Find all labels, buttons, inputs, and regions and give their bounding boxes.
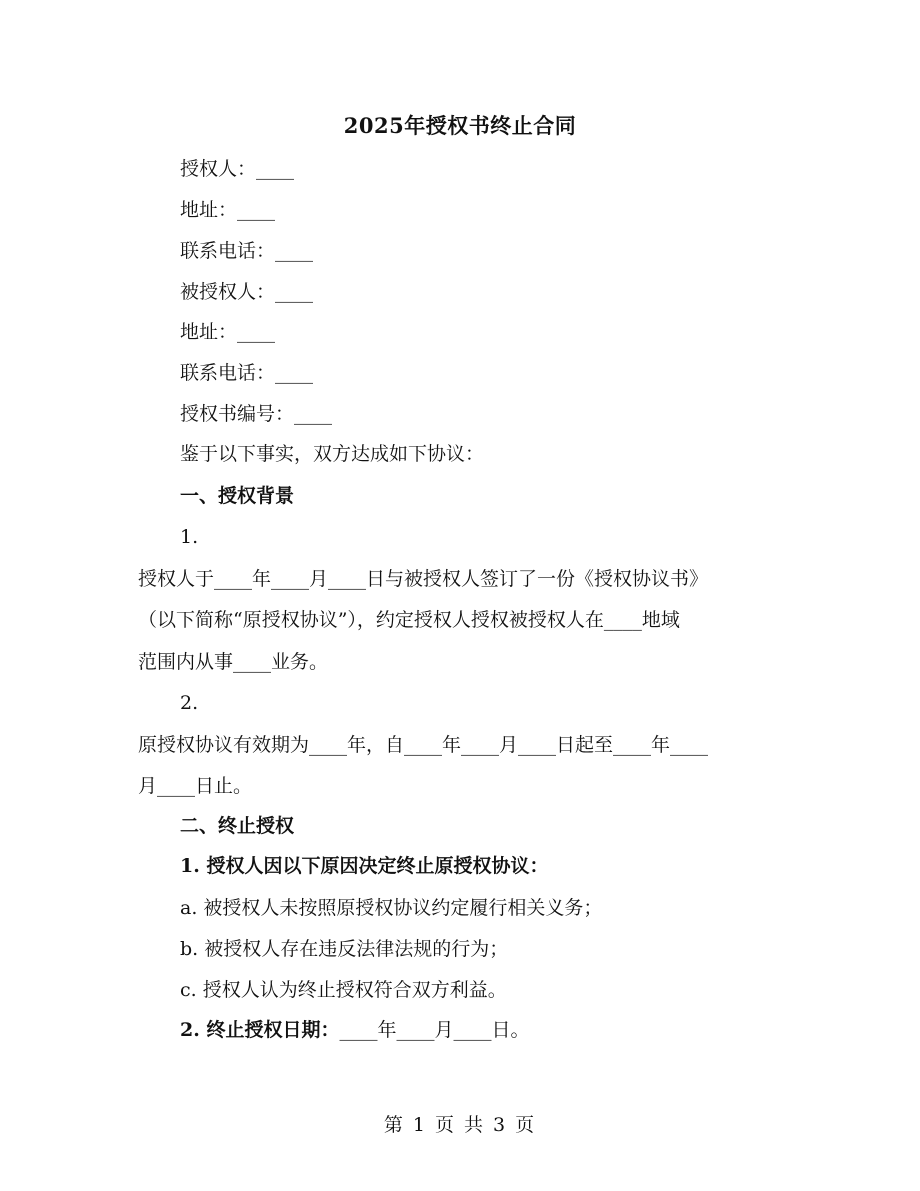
clause-2-text-line-2: 月____日止。: [138, 775, 253, 797]
section-heading-termination: 二、终止授权: [180, 815, 295, 837]
termination-date-line: [180, 1016, 529, 1044]
termination-reasons-heading: 1. 授权人因以下原因决定终止原授权协议：: [180, 855, 549, 877]
grantor-phone-line: 联系电话：____: [180, 240, 314, 262]
grantee-phone-line: 联系电话：____: [180, 362, 314, 384]
termination-date-label: 2. 终止授权日期：: [180, 1019, 340, 1041]
clause-number-2: 2.: [180, 692, 199, 714]
preamble-line: 鉴于以下事实，双方达成如下协议：: [180, 443, 485, 465]
grantee-address-line: 地址：____: [180, 321, 276, 343]
clause-1-text-line-3: 范围内从事____业务。: [138, 651, 329, 673]
clause-1-text-line-1: 授权人于____年____月____日与被授权人签订了一份《授权协议书》: [138, 568, 709, 590]
clause-1-text-line-2: （以下简称“原授权协议”），约定授权人授权被授权人在____地域: [138, 609, 680, 631]
page-footer: 第 1 页 共 3 页: [383, 1114, 537, 1136]
reason-a: a. 被授权人未按照原授权协议约定履行相关义务；: [180, 897, 603, 919]
reason-c: c. 授权人认为终止授权符合双方利益。: [180, 979, 507, 1001]
termination-date-value: ____年____月____日。: [339, 1019, 530, 1041]
reason-b: b. 被授权人存在违反法律法规的行为；: [180, 938, 509, 960]
authorization-number-line: 授权书编号：____: [180, 403, 333, 425]
grantor-address-line: 地址：____: [180, 199, 276, 221]
grantee-name-line: 被授权人：____: [180, 281, 314, 303]
clause-number-1: 1.: [180, 526, 199, 548]
clause-2-text-line-1: 原授权协议有效期为____年，自____年____月____日起至____年____: [138, 734, 709, 756]
section-heading-background: 一、授权背景: [180, 485, 295, 507]
grantor-name-line: 授权人：____: [180, 158, 295, 180]
document-title: 2025年授权书终止合同: [343, 113, 577, 138]
